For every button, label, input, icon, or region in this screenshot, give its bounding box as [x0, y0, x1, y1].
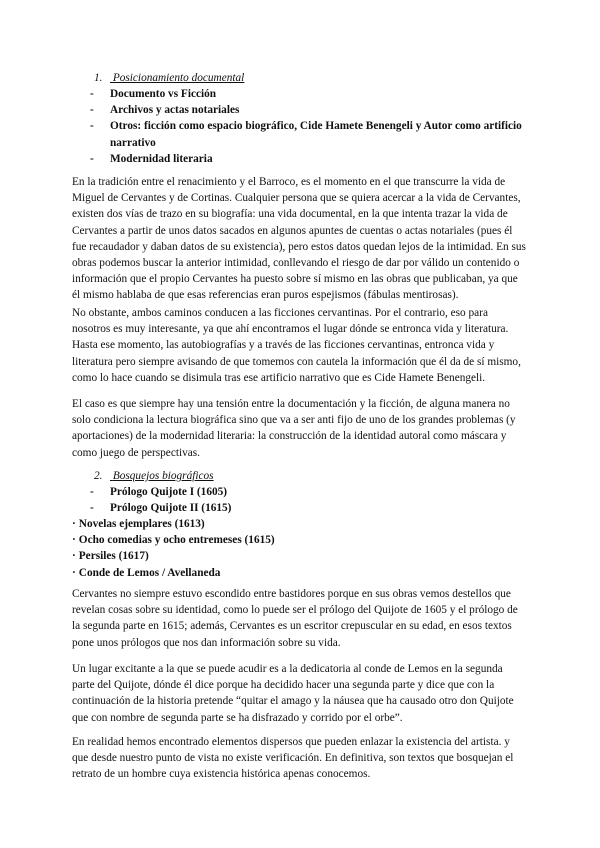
section-2-heading [94, 468, 214, 484]
body-paragraph: En realidad hemos encontrado elementos dispersos que pueden enlazar la existencia del artista. y que desde nuestro punto de vista no existe verificación. En definitiva, son textos que bosquejan el retrato de un hombre cuya existencia histórica apenas conocemos. [72, 736, 514, 781]
list-item: · Ocho comedias y ocho entremeses (1615) [72, 534, 275, 547]
section-1-heading [94, 70, 244, 86]
section-2-number: 2. [94, 470, 103, 482]
section-2-title: Bosquejos biográficos [112, 470, 214, 482]
list-item: · Novelas ejemplares (1613) [72, 518, 205, 530]
list-item: - Modernidad literaria [90, 152, 213, 165]
section-2-bullet-list [90, 484, 530, 516]
body-paragraph: El caso es que siempre hay una tensión entre la documentación y la ficción, de alguna manera no solo condiciona la lectura biográfica sino que va a ser anti fijo de uno de los grandes problemas (y aportaciones) de la modernidad literaria: la construcción de la identidad autoral como máscara y como juego de perspectivas. [72, 398, 516, 459]
section-2-dot-list [72, 516, 532, 581]
section-1-bullet-list [90, 86, 530, 167]
list-item: · Persiles (1617) [72, 550, 149, 563]
body-paragraph: Un lugar excitante a la que se puede acudir es a la dedicatoria al conde de Lemos en la segunda parte del Quijote, dónde él dice porque ha decidido hacer una segunda parte y dice que con la continuación de la historia pretende “quitar el amago y la náusea que ha causado otro don Quijote que con nombre de segunda parte se ha disfrazado y corrido por el orbe”. [72, 663, 514, 724]
body-paragraph: No obstante, ambos caminos conducen a las ficciones cervantinas. Por el contrario, eso para nosotros es muy interesante, ya que ahí encontramos el lugar dónde se entronca vida y literatura. Hasta ese momento, las autobiografías y a través de las ficciones cervantinas, entronca vida y literatura pero siempre avisando de que tomemos con cautela la información que él da de sí mismo, como lo hace cuando se disimula tras ese artificio narrativo que es Cide Hamete Benengeli. [72, 307, 521, 384]
section-1-title: Posicionamiento documental [112, 72, 245, 84]
body-paragraph: En la tradición entre el renacimiento y el Barroco, es el momento en el que transcurre la vida de Miguel de Cervantes y de Cortinas. Cualquier persona que se quiera acercar a la vida de Cervantes, existen dos vías de trazo en su biografía: una vida documental, en la que intenta trazar la vida de Cervantes a partir de unos datos sacados en algunos apuntes de cuentas o actas notariales (pues él fue recaudador y daban datos de su existencia), pero estos datos quedan lejos de la intimidad. En sus obras podemos buscar la anterior intimidad, conllevando el riesgo de dar por válido un contenido o información que el propio Cervantes ha puesto sobre sí mismo en las obras que publicaban, ya que él mismo hablaba de que esas referencias eran puros espejismos (fábulas mentirosas). [72, 176, 526, 302]
section-1-number: 1. [94, 72, 103, 84]
list-item: - Archivos y actas notariales [90, 104, 240, 117]
list-item: - Prólogo Quijote I (1605) [90, 486, 228, 498]
list-item: · Conde de Lemos / Avellaneda [72, 566, 221, 579]
list-item: - Otros: ficción como espacio biográfico, Cide Hamete Benengeli y Autor como artificio narrativo [90, 120, 522, 149]
list-item: - Documento vs Ficción [90, 88, 217, 100]
list-item: - Prólogo Quijote II (1615) [90, 502, 232, 515]
body-paragraph: Cervantes no siempre estuvo escondido entre bastidores porque en sus obras vemos destellos que revelan cosas sobre su identidad, como lo puede ser el prólogo del Quijote de 1605 y el prólogo de la segunda parte en 1615; además, Cervantes es un escritor crepuscular en su edad, en esos textos pone unos prólogos que nos dan información sobre su vida. [72, 588, 518, 649]
